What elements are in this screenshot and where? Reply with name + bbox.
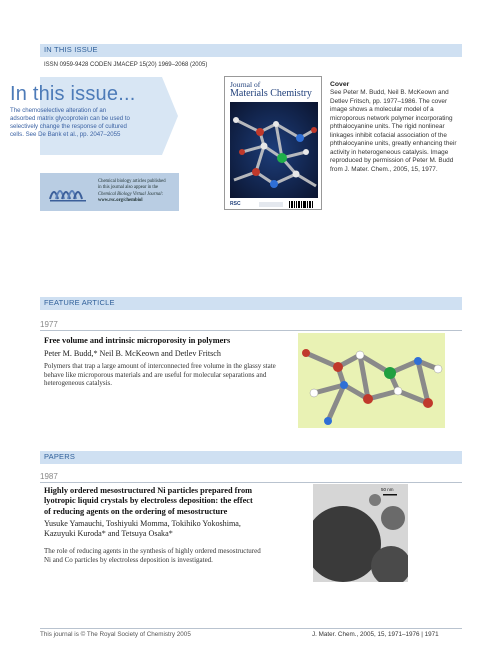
in-this-issue-heading: In this issue... — [10, 83, 136, 105]
tem-scale-bar-label: 50 nm — [381, 487, 394, 492]
paper-page-number: 1987 — [40, 472, 58, 481]
chem-bio-line-2: in this journal also appear in the — [98, 185, 159, 191]
feature-graphical-abstract-image — [298, 333, 445, 428]
divider — [40, 330, 462, 331]
polymer-network-illustration — [298, 333, 445, 428]
divider — [40, 482, 462, 483]
cover-description: See Peter M. Budd, Neil B. McKeown and Detlev Fritsch, pp. 1977–1986. The cover image shows a molecular model of a microporous network polymer incorporating phthalocyanine units. The rigid nonlinear linkages inhibit cofacial association of the phthalocyanine units, greatly enhancing their activity in heterogeneous catalysis. Image reproduced by permission of Peter M. Budd from J. Mater. Chem., 2005, 15, 1977. — [330, 89, 457, 173]
in-this-issue-blurb: The chemoselective alteration of an adsorbed matrix glycoprotein can be used to selectively change the response of cultured cells. See De Bank et al., pp. 2047–2055 — [10, 107, 130, 138]
cover-title-line-2: Materials Chemistry — [230, 88, 312, 99]
issn-line: ISSN 0959-9428 CODEN JMACEP 15(20) 1969–2068 (2005) — [44, 62, 208, 68]
journal-cover — [224, 76, 322, 210]
chem-bio-line-3: Chemical Biology Virtual Journal: — [98, 191, 164, 197]
cover-rsc-logo: RSC — [230, 201, 241, 207]
section-band-feature-article — [40, 297, 462, 310]
section-band-label: FEATURE ARTICLE — [44, 298, 115, 307]
cover-footer-strip — [229, 200, 319, 209]
chemical-biology-logo-icon — [46, 179, 92, 205]
cover-label: Cover — [330, 81, 350, 88]
paper-abstract: The role of reducing agents in the synthesis of highly ordered mesostructured Ni and Co particles by electroless deposition is investigated. — [44, 547, 261, 564]
footer-copyright: This journal is © The Royal Society of Chemistry 2005 — [40, 631, 191, 638]
cover-title-line-1: Journal of — [230, 80, 261, 89]
feature-page-number: 1977 — [40, 320, 58, 329]
chemical-biology-text — [98, 179, 176, 204]
chem-bio-line-1: Chemical biology articles published — [98, 179, 166, 184]
tem-particles-illustration — [313, 484, 408, 582]
footer-citation: J. Mater. Chem., 2005, 15, 1971–1976 | 1971 — [312, 631, 439, 638]
section-band-label: PAPERS — [44, 452, 76, 461]
chem-bio-url-link[interactable]: www.rsc.org/chembiol — [98, 198, 143, 204]
feature-article-title-link[interactable]: Free volume and intrinsic microporosity in polymers — [44, 336, 231, 345]
chemical-biology-box — [40, 173, 179, 211]
feature-article-authors: Peter M. Budd,* Neil B. McKeown and Detlev Fritsch — [44, 349, 221, 358]
section-band-in-this-issue — [40, 44, 462, 57]
paper-tem-micrograph-image — [313, 484, 408, 582]
section-band-label: IN THIS ISSUE — [44, 45, 98, 54]
cover-molecular-model-image — [230, 102, 318, 198]
footer-divider — [40, 628, 462, 629]
paper-title-link[interactable]: Highly ordered mesostructured Ni particles prepared from lyotropic liquid crystals by electroless deposition: the effect of reducing agents on the ordering of mesostructure — [44, 486, 253, 516]
section-band-papers — [40, 451, 462, 464]
paper-authors: Yusuke Yamauchi, Toshiyuki Momma, Tokihiko Yokoshima, Kazuyuki Kuroda* and Tetsuya Osaka* — [44, 519, 241, 539]
feature-article-abstract: Polymers that trap a large amount of interconnected free volume in the glassy state behave like microporous materials and are useful for molecular separations and heterogeneous catalysis. — [44, 362, 276, 388]
